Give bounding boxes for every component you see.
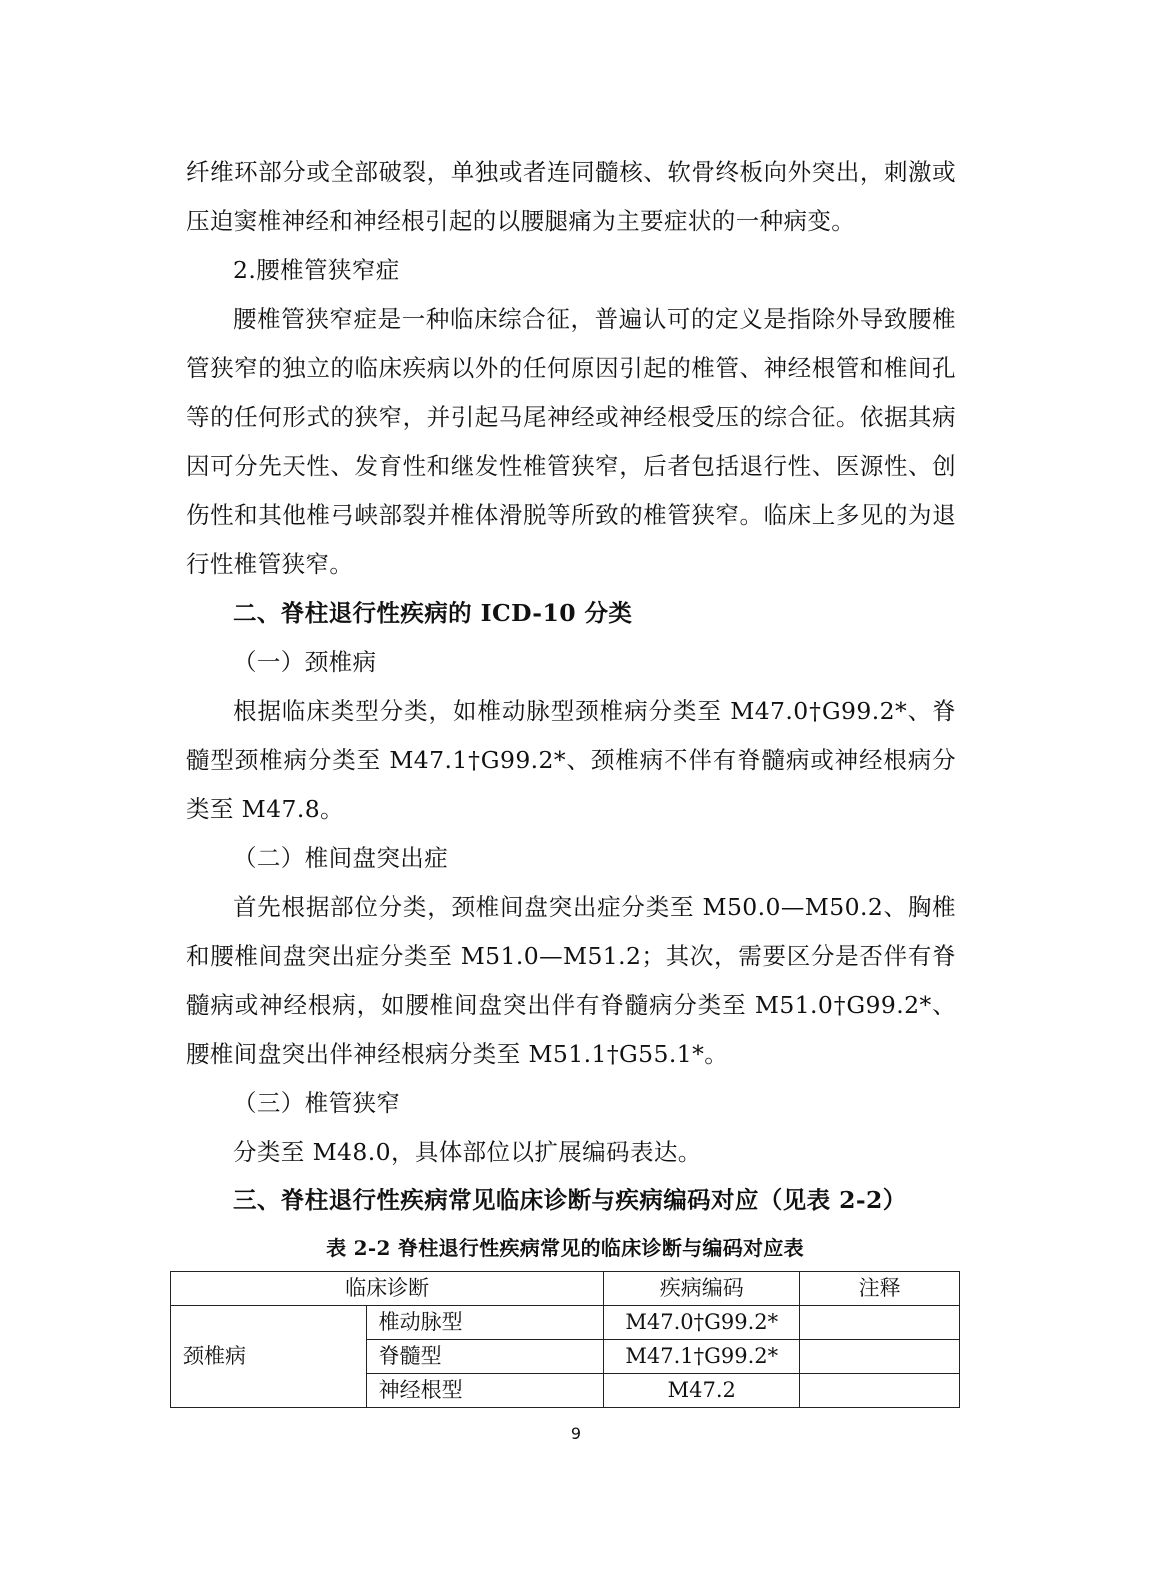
subtype-cell: 神经根型 [366, 1374, 604, 1408]
note-cell [800, 1340, 960, 1374]
subtype-cell: 脊髓型 [366, 1340, 604, 1374]
paragraph-cervical-spondylosis: 根据临床类型分类，如椎动脉型颈椎病分类至 M47.0†G99.2*、脊髓型颈椎病分类至 M47.1†G99.2*、颈椎病不伴有脊髓病或神经根病分类至 M47.8。 [186, 697, 956, 823]
subheading-spinal-stenosis: （三）椎管狭窄 [233, 1089, 401, 1117]
paragraph-spinal-stenosis: 分类至 M48.0，具体部位以扩展编码表达。 [233, 1138, 702, 1166]
table-row [171, 1306, 960, 1340]
table-caption: 表 2-2 脊柱退行性疾病常见的临床诊断与编码对应表 [326, 1236, 804, 1260]
paragraph-disc-herniation-continued: 纤维环部分或全部破裂，单独或者连同髓核、软骨终板向外突出，刺激或压迫窦椎神经和神经根引起的以腰腿痛为主要症状的一种病变。 [186, 158, 956, 235]
note-cell [800, 1374, 960, 1408]
group-cell-cervical: 颈椎病 [171, 1306, 367, 1408]
table-header-row [171, 1272, 960, 1306]
heading-diagnosis-code-mapping: 三、脊柱退行性疾病常见临床诊断与疾病编码对应（见表 2-2） [233, 1186, 907, 1214]
paragraph-lumbar-stenosis: 腰椎管狭窄症是一种临床综合征，普遍认可的定义是指除外导致腰椎管狭窄的独立的临床疾病以外的任何原因引起的椎管、神经根管和椎间孔等的任何形式的狭窄，并引起马尾神经或神经根受压的综合征。依据其病因可分先天性、发育性和继发性椎管狭窄，后者包括退行性、医源性、创伤性和其他椎弓峡部裂并椎体滑脱等所致的椎管狭窄。临床上多见的为退行性椎管狭窄。 [186, 305, 956, 578]
code-cell: M47.0†G99.2* [604, 1306, 800, 1340]
section-title-lumbar-stenosis: 2.腰椎管狭窄症 [233, 256, 400, 284]
diagnosis-code-table [170, 1271, 960, 1408]
header-note: 注释 [800, 1272, 960, 1306]
note-cell [800, 1306, 960, 1340]
heading-icd10-classification: 二、脊柱退行性疾病的 ICD-10 分类 [233, 599, 633, 627]
code-cell: M47.1†G99.2* [604, 1340, 800, 1374]
page-number: 9 [570, 1424, 582, 1443]
subheading-cervical-spondylosis: （一）颈椎病 [233, 648, 377, 676]
subtype-cell: 椎动脉型 [366, 1306, 604, 1340]
header-code: 疾病编码 [604, 1272, 800, 1306]
subheading-disc-herniation: （二）椎间盘突出症 [233, 844, 449, 872]
paragraph-disc-herniation: 首先根据部位分类，颈椎间盘突出症分类至 M50.0—M50.2、胸椎和腰椎间盘突出症分类至 M51.0—M51.2；其次，需要区分是否伴有脊髓病或神经根病，如腰椎间盘突出伴有脊髓病分类至 M51.0†G99.2*、腰椎间盘突出伴神经根病分类至 M51.1†G55.1*。 [186, 893, 956, 1068]
code-cell: M47.2 [604, 1374, 800, 1408]
header-diagnosis: 临床诊断 [171, 1272, 604, 1306]
